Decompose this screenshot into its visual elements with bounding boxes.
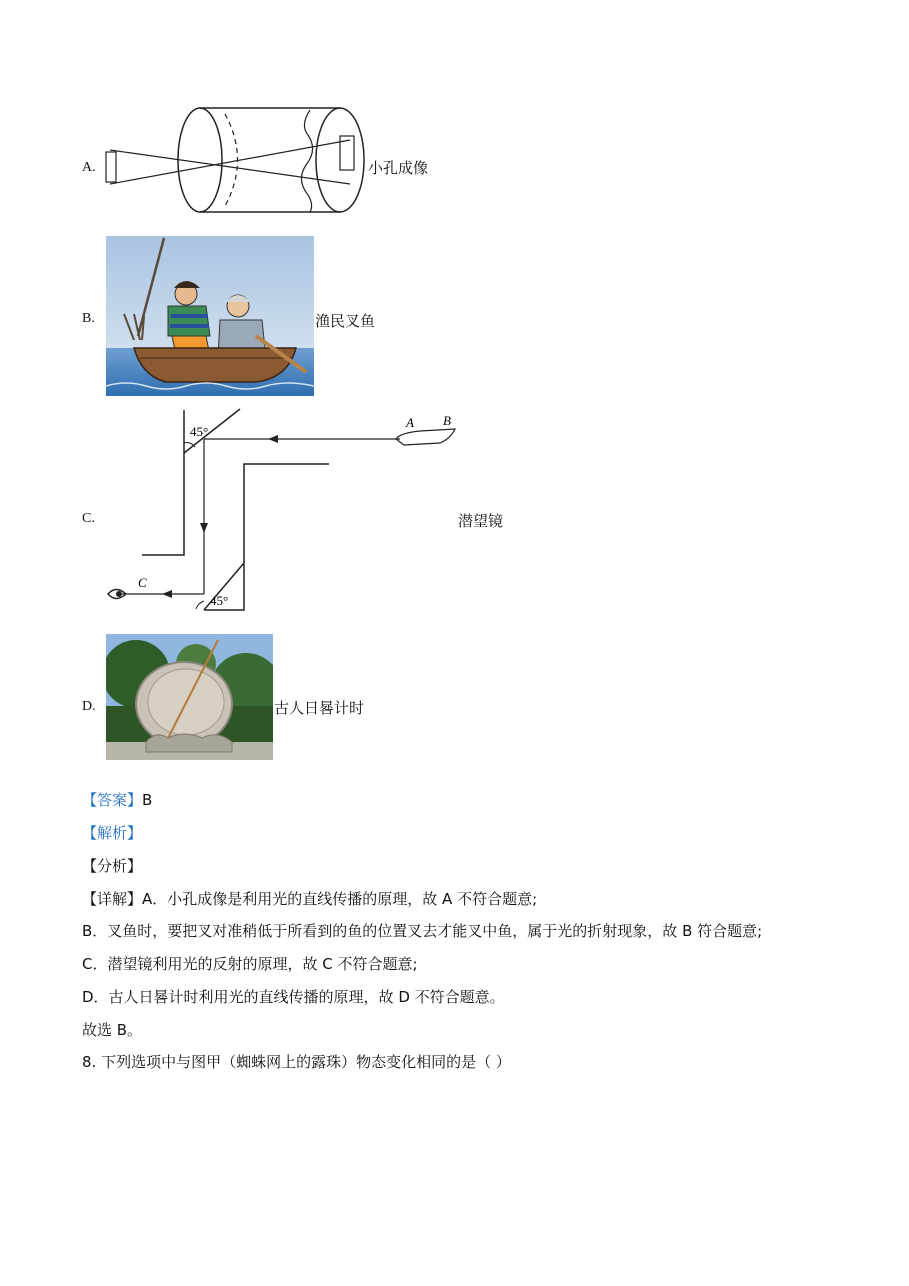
option-c-letter: C. (82, 511, 95, 526)
point-b-label: B (443, 413, 451, 428)
sundial-photo (106, 634, 273, 760)
pinhole-camera-diagram (100, 100, 370, 220)
analysis-line (82, 822, 142, 843)
periscope-diagram (100, 405, 470, 615)
answer-value: B (142, 791, 153, 809)
point-c-label: C (138, 575, 147, 590)
fishermen-boat-photo (106, 236, 314, 396)
fenxi-line (82, 855, 142, 876)
answer-label: 【答案】 (82, 791, 143, 809)
option-d-caption: 古人日晷计时 (274, 699, 365, 717)
option-a-letter: A. (82, 160, 96, 175)
next-question-text: 8. 下列选项中与图甲（蜘蛛网上的露珠）物态变化相同的是（ ） (82, 1053, 511, 1071)
analysis-label: 【解析】 (82, 824, 143, 842)
conclusion-line (82, 1019, 142, 1040)
detail-c-text: C．潜望镜利用光的反射的原理，故 C 不符合题意; (82, 955, 418, 973)
detail-label: 【详解】 (82, 890, 143, 908)
answer-line (82, 789, 152, 810)
conclusion-text: 故选 B。 (82, 1021, 143, 1039)
point-a-label: A (406, 415, 414, 430)
option-b-letter: B. (82, 311, 95, 326)
option-c-caption: 潜望镜 (458, 512, 504, 530)
option-b-caption: 渔民叉鱼 (315, 312, 376, 330)
next-question (82, 1051, 511, 1072)
option-d-letter: D. (82, 699, 96, 714)
detail-d-text: D．古人日晷计时利用光的直线传播的原理，故 D 不符合题意。 (82, 988, 505, 1006)
option-a-caption: 小孔成像 (368, 159, 429, 177)
angle-top-label: 45° (190, 424, 209, 439)
fenxi-label: 【分析】 (82, 857, 143, 875)
angle-bottom-label: 45° (210, 593, 229, 608)
detail-b-text: B．叉鱼时，要把叉对准稍低于所看到的鱼的位置叉去才能叉中鱼，属于光的折射现象，故 B 符合题意; (82, 922, 763, 940)
detail-line-a (82, 888, 537, 909)
detail-line-d (82, 986, 505, 1007)
detail-line-c (82, 953, 418, 974)
detail-a-text: A．小孔成像是利用光的直线传播的原理，故 A 不符合题意; (142, 890, 538, 908)
detail-line-b (82, 920, 762, 941)
